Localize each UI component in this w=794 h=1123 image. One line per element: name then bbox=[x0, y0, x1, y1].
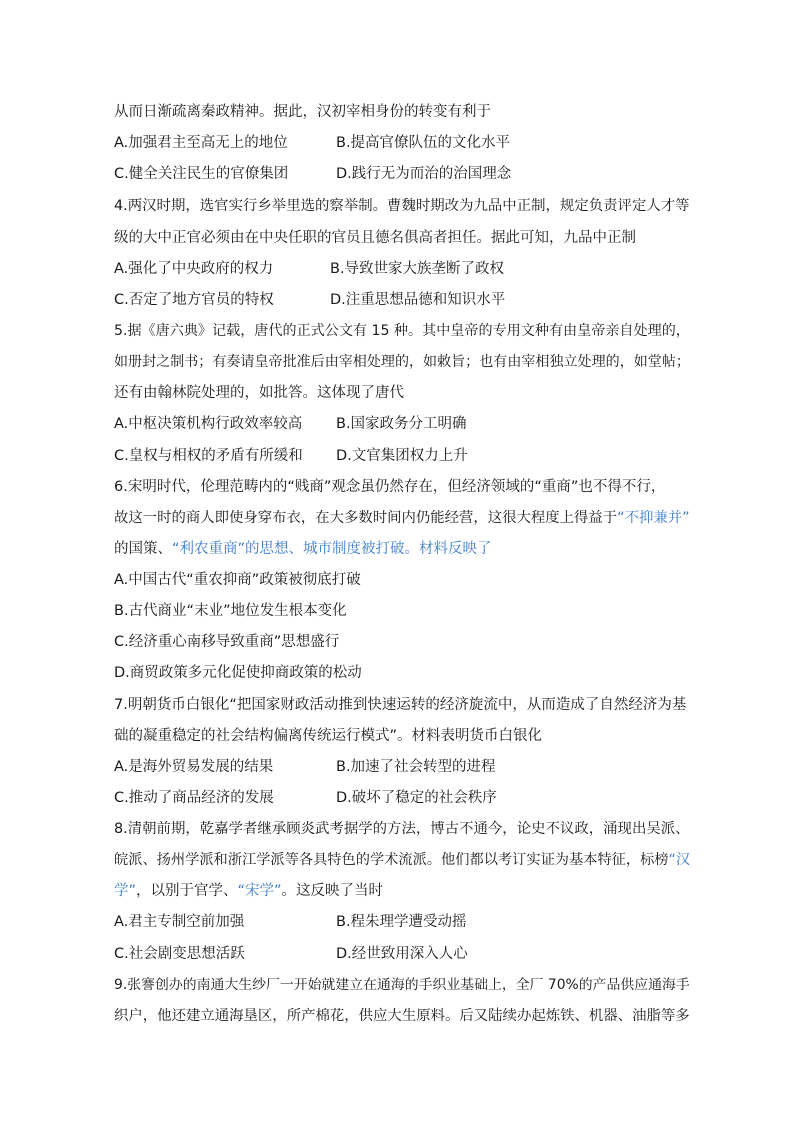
option-d: D.文官集团权力上升 bbox=[336, 448, 468, 464]
question-8-line bbox=[114, 881, 383, 901]
highlighted-text: 学” bbox=[114, 883, 137, 899]
option-c: C.社会剧变思想活跃 bbox=[114, 946, 245, 962]
question-5-line: 还有由翰林院处理的，如批答。这体现了唐代 bbox=[114, 385, 404, 401]
option-a: A.加强君主至高无上的地位 bbox=[114, 135, 288, 151]
question-4-line: 4.两汉时期，选官实行乡举里选的察举制。曹魏时期改为九品中正制，规定负责评定人才等 bbox=[114, 198, 690, 214]
option-b: B.国家政务分工明确 bbox=[336, 416, 467, 432]
option-c: C.皇权与相权的矛盾有所缓和 bbox=[114, 448, 303, 464]
option-a: A.中枢决策机构行政效率较高 bbox=[114, 416, 303, 432]
highlighted-text: “不抑兼并” bbox=[617, 510, 690, 526]
highlighted-text: “汉 bbox=[668, 852, 691, 868]
option-c: C.经济重心南移导致重商”思想盛行 bbox=[114, 634, 340, 650]
question-5-line: 5.据《唐六典》记载，唐代的正式公文有 15 种。其中皇帝的专用文种有由皇帝亲自处理的， bbox=[114, 323, 690, 339]
option-b: B.加速了社会转型的进程 bbox=[336, 759, 496, 775]
option-a: A.中国古代“重农抑商”政策被彻底打破 bbox=[114, 572, 361, 588]
question-7-line: 础的凝重稳定的社会结构偏离传统运行模式”。材料表明货币白银化 bbox=[114, 728, 543, 744]
option-d: D.注重思想品德和知识水平 bbox=[330, 292, 506, 308]
option-d: D.破坏了稳定的社会秩序 bbox=[336, 790, 497, 806]
option-d: D.践行无为而治的治国理念 bbox=[336, 166, 512, 182]
option-d: D.商贸政策多元化促使抑商政策的松动 bbox=[114, 665, 362, 681]
option-b: B.古代商业“末业”地位发生根本变化 bbox=[114, 603, 347, 619]
question-9-line: 9.张謇创办的南通大生纱厂一开始就建立在通海的手织业基础上，全厂 70%的产品供应通海手 bbox=[114, 977, 690, 993]
question-5-line: 如册封之制书；有奏请皇帝批准后由宰相处理的，如敕旨；也有由宰相独立处理的，如堂帖； bbox=[114, 354, 690, 370]
text-segment: 。这反映了当时 bbox=[281, 883, 384, 899]
text-segment: 的国策、 bbox=[114, 541, 172, 557]
question-6-line bbox=[114, 508, 690, 528]
option-a: A.君主专制空前加强 bbox=[114, 914, 245, 930]
question-9-line: 织户，他还建立通海垦区，所产棉花，供应大生原料。后又陆续办起炼铁、机器、油脂等多 bbox=[114, 1008, 690, 1024]
option-c: C.否定了地方官员的特权 bbox=[114, 292, 274, 308]
question-6-line: 6.宋明时代，伦理范畴内的“贱商”观念虽仍然存在，但经济领域的“重商”也不得不行， bbox=[114, 479, 666, 495]
option-b: B.程朱理学遭受动摇 bbox=[336, 914, 467, 930]
text-segment: ，以别于官学、 bbox=[136, 883, 238, 899]
text-segment: 故这一时的商人即使身穿布衣，在大多数时间内仍能经营，这很大程度上得益于 bbox=[114, 510, 618, 526]
text-line: 从而日渐疏离秦政精神。据此，汉初宰相身份的转变有利于 bbox=[114, 104, 491, 120]
highlighted-text: “利农重商”的思想、城市制度被打破。材料反映了 bbox=[172, 541, 492, 557]
text-segment: 皖派、扬州学派和浙江学派等各具特色的学术流派。他们都以考订实证为基本特征，标榜 bbox=[114, 852, 669, 868]
option-a: A.强化了中央政府的权力 bbox=[114, 261, 274, 277]
question-8-line bbox=[114, 850, 690, 870]
question-8-line: 8.清朝前期，乾嘉学者继承顾炎武考据学的方法，博古不通今，论史不议政，涌现出吴派、 bbox=[114, 821, 690, 837]
option-d: D.经世致用深入人心 bbox=[336, 946, 468, 962]
highlighted-text: “宋学” bbox=[237, 883, 282, 899]
option-c: C.推动了商品经济的发展 bbox=[114, 790, 274, 806]
question-4-line: 级的大中正官必须由在中央任职的官员且德名俱高者担任。据此可知，九品中正制 bbox=[114, 230, 636, 246]
question-6-line bbox=[114, 539, 492, 559]
option-b: B.提高官僚队伍的文化水平 bbox=[336, 135, 511, 151]
option-a: A.是海外贸易发展的结果 bbox=[114, 759, 274, 775]
option-c: C.健全关注民生的官僚集团 bbox=[114, 166, 289, 182]
option-b: B.导致世家大族垄断了政权 bbox=[330, 261, 505, 277]
question-7-line: 7.明朝货币白银化“把国家财政活动推到快速运转的经济旋流中，从而造成了自然经济为基 bbox=[114, 697, 687, 713]
